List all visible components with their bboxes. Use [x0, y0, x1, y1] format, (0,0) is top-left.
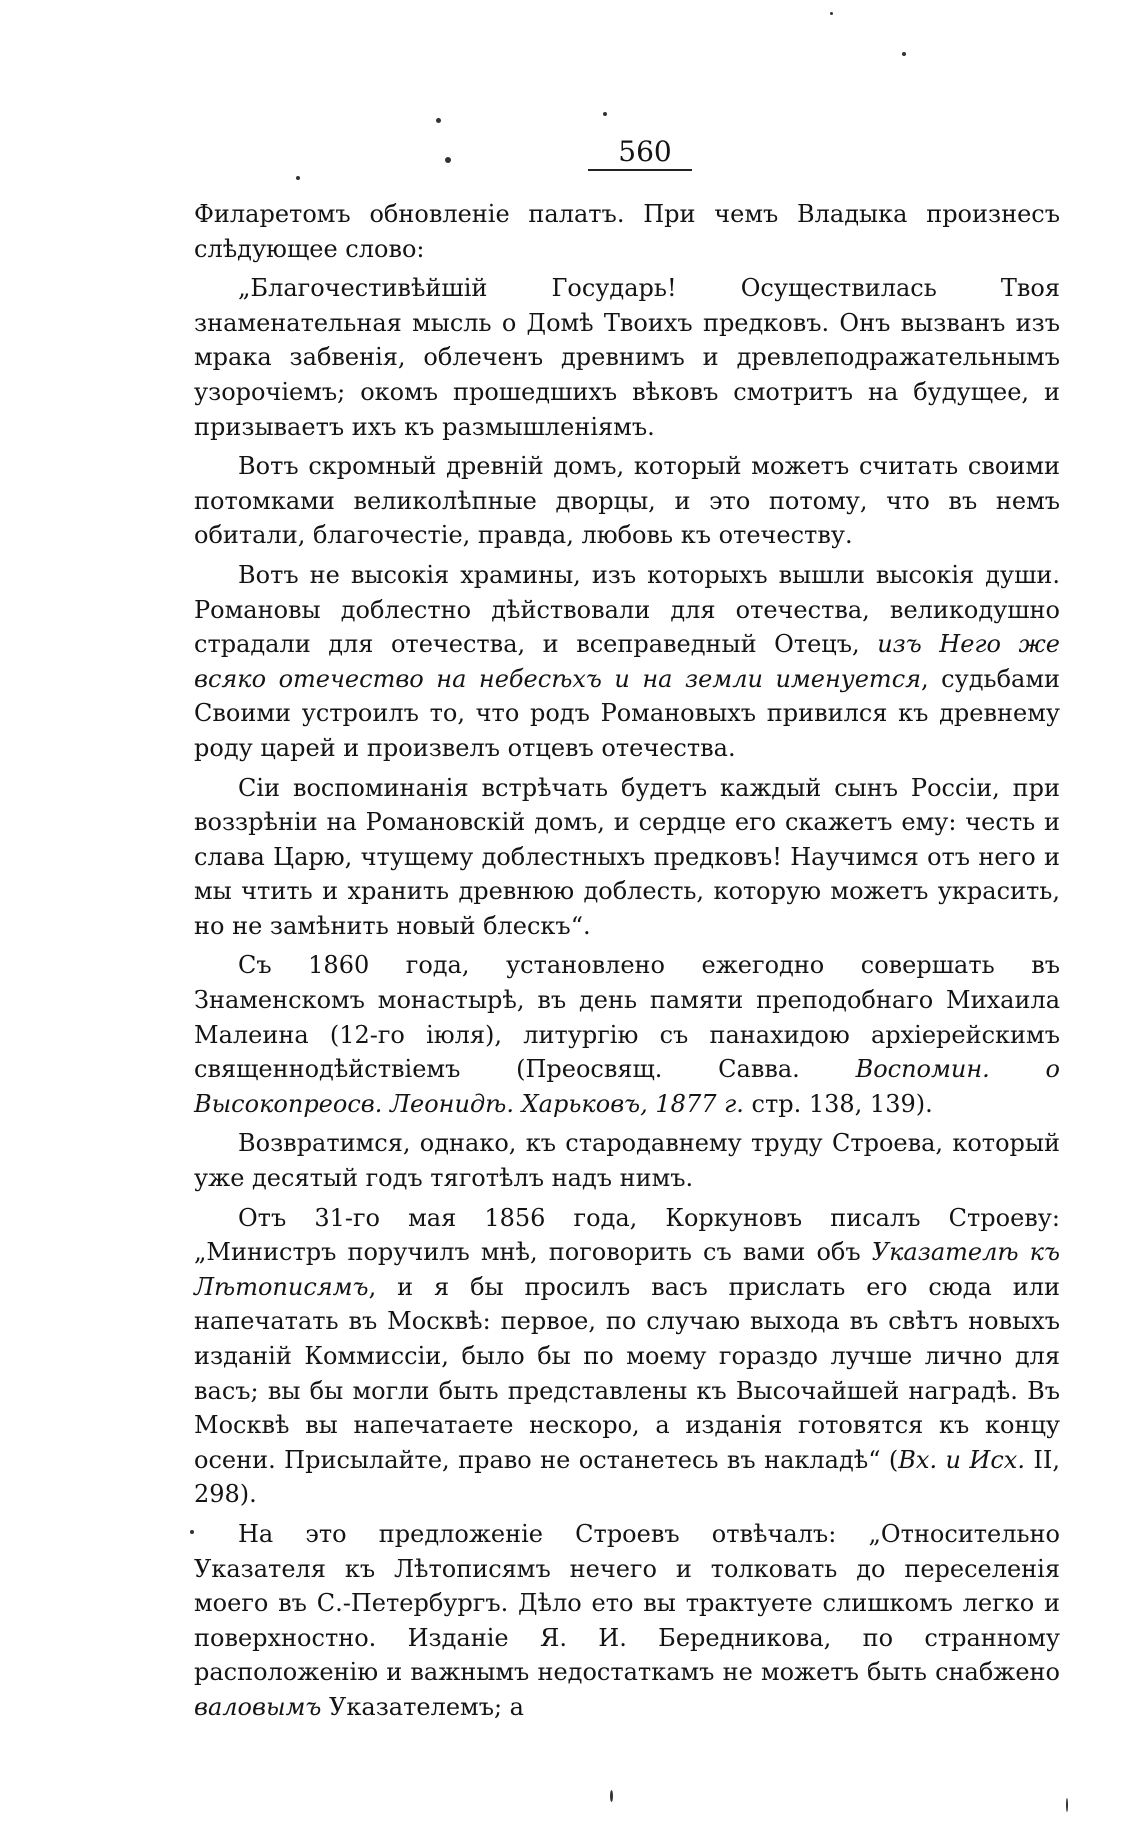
scan-speck: [445, 157, 451, 163]
italic-run: Вх. и Исх.: [898, 1445, 1025, 1474]
text-run: Возвратимся, однако, къ стародавнему труду Строева, который уже десятый годъ тяготѣлъ надъ нимъ.: [194, 1129, 1060, 1193]
italic-run: валовымъ: [194, 1692, 322, 1721]
text-run: стр. 138, 139).: [743, 1089, 933, 1118]
paragraph: [194, 771, 1060, 944]
text-run: Вотъ скромный древній домъ, который можетъ считать своими потомками великолѣпные дворцы, и это потому, что въ немъ обитали, благочестіе, правда, любовь къ отечеству.: [194, 452, 1060, 550]
paragraph: [194, 449, 1060, 553]
italic-run: изъ Него же всяко отечество на небесѣхъ и на земли именуется: [194, 630, 1061, 693]
page-number: 560: [618, 135, 672, 168]
scan-speck: [603, 112, 607, 116]
paragraph: [194, 271, 1060, 444]
italic-run: Воспомин. о Высокопреосв. Леонидѣ. Харьковъ, 1877 г.: [194, 1055, 1060, 1118]
text-run: II, 298).: [194, 1445, 1060, 1509]
paragraph: [194, 1517, 1060, 1725]
text-run: Вотъ не высокія храмины, изъ которыхъ вышли высокія души. Романовы доблестно дѣйствовали для отечества, великодушно страдали для отечества, и всеправедный Отецъ,: [194, 560, 1060, 659]
paragraph: [194, 948, 1060, 1121]
paragraph: [194, 1126, 1060, 1195]
text-run: На это предложеніе Строевъ отвѣчалъ: „Относительно Указателя къ Лѣтописямъ нечего и толковать до переселенія моего въ С.-Петербургъ. Дѣло ето вы трактуете слишкомъ легко и поверхностно. Изданіе Я. И. Бередникова, по странному расположенію и важнымъ недостаткамъ не можетъ быть снабжено: [194, 1519, 1060, 1687]
scan-speck: [190, 1530, 194, 1534]
scan-speck: [436, 118, 441, 123]
scan-speck: [902, 52, 906, 56]
scan-speck: [830, 12, 833, 15]
text-run: Указателемъ; а: [321, 1692, 524, 1721]
text-run: Съ 1860 года, установлено ежегодно совершать въ Знаменскомъ монастырѣ, въ день памяти преподобнаго Михаила Малеина (12-го іюля), литургію съ панахидою архіерейскимъ священнодѣйствіемъ (Преосвящ. Савва.: [194, 951, 1060, 1084]
text-run: Филаретомъ обновленіе палатъ. При чемъ Владыка произнесъ слѣдующее слово:: [194, 200, 1060, 263]
body-text: [194, 197, 1060, 1730]
text-run: „Благочестивѣйшій Государь! Осуществилась Твоя знаменательная мысль о Домѣ Твоихъ предковъ. Онъ вызванъ изъ мрака забвенія, облеченъ древнимъ и древлеподражательнымъ узорочіемъ; окомъ прошедшихъ вѣковъ смотритъ на будущее, и призываетъ ихъ къ размышленіямъ.: [194, 274, 1060, 441]
header-rule: [588, 169, 692, 171]
scan-speck: [1066, 1798, 1068, 1812]
scan-speck: [296, 176, 300, 180]
italic-run: Указателѣ къ Лѣтописямъ: [194, 1238, 1060, 1301]
text-run: Сіи воспоминанія встрѣчать будетъ каждый сынъ Россіи, при воззрѣніи на Романовскій домъ, и сердце его скажетъ ему: честь и слава Царю, чтущему доблестныхъ предковъ! Научимся отъ него и мы чтить и хранить древнюю доблесть, которую можетъ украсить, но не замѣнить новый блескъ“.: [194, 773, 1060, 940]
paragraph: [194, 1201, 1060, 1512]
text-run: Отъ 31-го мая 1856 года, Коркуновъ писалъ Строеву: „Министръ поручилъ мнѣ, поговорить съ вами объ: [194, 1203, 1060, 1267]
paragraph: [194, 558, 1060, 766]
paragraph: [194, 197, 1060, 266]
text-run: , и я бы просилъ васъ прислать его сюда или напечатать въ Москвѣ: первое, по случаю выхода въ свѣтъ новыхъ изданій Коммиссіи, было бы по моему гораздо лучше лично для васъ; вы бы могли быть представлены къ Высочайшей наградѣ. Въ Москвѣ вы напечатаете нескоро, а изданія готовятся къ концу осени. Присылайте, право не останетесь въ накладѣ“ (: [194, 1272, 1060, 1474]
scan-speck: [610, 1790, 613, 1802]
text-run: , судьбами Своими устроилъ то, что родъ Романовыхъ привился къ древнему роду царей и произвелъ отцевъ отечества.: [194, 664, 1060, 762]
